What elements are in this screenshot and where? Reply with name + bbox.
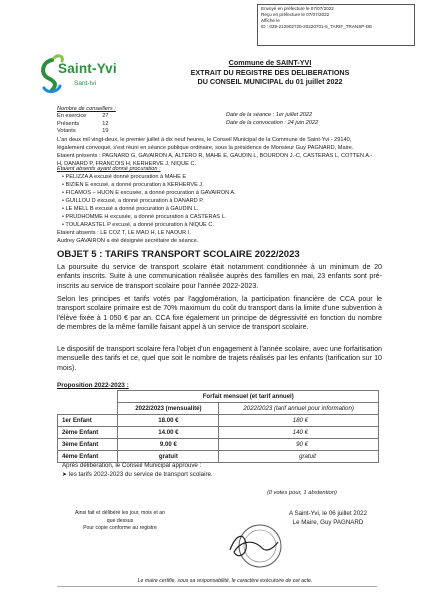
count-value: 19 bbox=[102, 128, 109, 135]
absent-item: • LE MELL B excusé a donné procuration à GAUDIN L. bbox=[62, 206, 236, 214]
signature-place-date: A Saint-Yvi, le 06 juillet 2022 bbox=[288, 510, 368, 517]
paragraph-1: La poursuite du service de transport scolaire était notamment conditionnée à un minimum de 20 enfants inscrits. Suite à une communication réalisée auprès des familles en mai, 23 enfants sont pré-inscrits au service de transport scolaire pour l'année 2022-2023. bbox=[57, 263, 382, 290]
count-label: En exercice bbox=[57, 113, 87, 120]
counts-table bbox=[57, 113, 124, 136]
table-row bbox=[58, 415, 379, 427]
stamp-line-id: ID : 029-212902720-20220701-5_TARIF_TRANSP-DE bbox=[261, 23, 373, 29]
object-title: OBJET 5 : TARIFS TRANSPORT SCOLAIRE 2022/2023 bbox=[57, 249, 300, 260]
row-annual: 180 € bbox=[219, 415, 379, 427]
certification-line-2: Pour copie conforme au registre bbox=[83, 525, 157, 532]
absents-title: Etaient absents ayant donné procuration : bbox=[57, 166, 161, 172]
header-line-2: DU CONSEIL MUNICIPAL du 01 juillet 2022 bbox=[197, 77, 343, 87]
count-label: Votants bbox=[57, 128, 76, 135]
stamp-line-recu: Reçu en préfecture le 07/07/2022 bbox=[261, 11, 330, 17]
row-monthly: gratuit bbox=[118, 451, 219, 463]
absent-item: • PELIZZA A excusé donné procuration à MAHE E bbox=[62, 174, 236, 182]
signature-mayor: Le Maire, Guy PAGNARD bbox=[292, 518, 364, 526]
after-line-2: ➤ les tarifs 2022-2023 du service de transport scolaire. bbox=[62, 470, 213, 478]
row-monthly: 9.00 € bbox=[118, 439, 219, 451]
row-monthly: 14.00 € bbox=[118, 427, 219, 439]
commune-title: Commune de SAINT-YVI bbox=[228, 58, 312, 67]
paragraph-3: Le dispositif de transport scolaire fera l'objet d'un engagement à l'année scolaire, avec une forfaitisation mensuelle des tarifs et ce, quel que soit le nombre de trajets réalisés par les enfants (tarification sur 10 mois). bbox=[57, 345, 382, 372]
presents-paragraph: Etaient présents : PAGNARD G, GAVAIRON A, ALTERO R, MAHE E, GAUDIN L, BOURDON J.-C, CASTERAS L, COTTEN A.-H, DANARD P, FRANCOIS H, KERHERVE J, NIQUE C. bbox=[57, 153, 373, 168]
prefecture-stamp bbox=[257, 4, 415, 46]
count-row bbox=[57, 121, 124, 129]
absents-list bbox=[62, 174, 236, 230]
footer-divider bbox=[57, 586, 377, 587]
councillor-counts bbox=[57, 105, 124, 136]
certification-left bbox=[70, 510, 170, 533]
table-row bbox=[58, 439, 379, 451]
row-annual: 140 € bbox=[219, 427, 379, 439]
table-row bbox=[58, 427, 379, 439]
document-header bbox=[150, 58, 390, 87]
counts-title: Nombre de conseillers : bbox=[57, 106, 116, 112]
absents-without-proxy: Etaient absents : LE COZ T, LE MAO H, LE NAOUR I. bbox=[57, 230, 191, 236]
absent-item: • BIZIEN E excusé, a donné procuration à KERHERVE J. bbox=[62, 182, 236, 190]
certification-line-1: Ainsi fait et délibéré les jour, mois et an que dessus bbox=[75, 510, 165, 524]
logo-subtitle: Sant-Ivi bbox=[74, 80, 97, 87]
row-label: 4ème Enfant bbox=[58, 451, 118, 463]
row-label: 1er Enfant bbox=[58, 415, 118, 427]
deliberation-result bbox=[62, 462, 213, 480]
logo-name: Saint-Yvi bbox=[58, 61, 117, 76]
check-bullet-icon: ➤ bbox=[62, 470, 69, 478]
stamp-line-affiche: Affiché le bbox=[261, 17, 280, 23]
header-monthly: 2022/2023 (mensualité) bbox=[118, 403, 219, 415]
absent-item: • PRUDHOMME H excusée, a donné procuration à CASTERAS L. bbox=[62, 214, 236, 222]
secretary-line: Audrey GAVAIRON a été désignée secrétaire de séance. bbox=[57, 238, 199, 244]
row-monthly: 18.00 € bbox=[118, 415, 219, 427]
after-line-1: Après délibération, le Conseil Municipal approuve : bbox=[62, 462, 202, 469]
intro-paragraph: L'an deux mil vingt-deux, le premier juillet à dix neuf heures, le Conseil Municipal de la Commune de Saint-Yvi - 29140, légalement convoqué, s'est réuni en séance publique ordinaire, sous la présidence de Monsieur Guy PAGNARD, Maire. bbox=[57, 137, 354, 152]
count-value: 27 bbox=[102, 113, 109, 120]
signature-block bbox=[258, 510, 398, 528]
table-row bbox=[58, 451, 379, 463]
row-annual: 90 € bbox=[219, 439, 379, 451]
absent-item: • FICAMOS – HUON E excusée, a donné procuration à GAVAIRON A. bbox=[62, 190, 236, 198]
absent-item: • TOULARASTEL P excusé, a donné procuration à NIQUE C. bbox=[62, 222, 236, 230]
count-row bbox=[57, 113, 124, 121]
absent-item: • GUILLOU D excusé, a donné procuration à DANARD P. bbox=[62, 198, 236, 206]
stamp-line-envoye: Envoyé en préfecture le 07/07/2022 bbox=[261, 6, 334, 11]
footer-note: Le maire certifie, sous sa responsabilité, le caractère exécutoire de cet acte. bbox=[137, 578, 313, 584]
row-label: 2ème Enfant bbox=[58, 427, 118, 439]
header-line-1: EXTRAIT DU REGISTRE DES DELIBERATIONS bbox=[190, 67, 350, 77]
seance-date: Date de la séance : 1er juillet 2022 bbox=[226, 112, 313, 118]
proposition-title: Proposition 2022-2023 : bbox=[57, 382, 129, 389]
meeting-dates bbox=[226, 111, 318, 127]
count-row bbox=[57, 128, 124, 136]
table-header bbox=[58, 403, 379, 415]
vote-result: (Il votes pour, 1 abstention) bbox=[267, 490, 337, 496]
table-header-top bbox=[58, 391, 379, 403]
row-annual: gratuit bbox=[219, 451, 379, 463]
count-value: 12 bbox=[102, 120, 109, 127]
row-label: 3ème Enfant bbox=[58, 439, 118, 451]
convocation-date: Date de la convocation : 24 juin 2022 bbox=[226, 120, 319, 127]
paragraph-2: Selon les principes et tarifs votés par l'agglomération, la participation financière de CCA pour le transport scolaire primaire est de 70% maximum du coût du transport dans la limite d'une subvention à l'élève fixée à 1 050 € par an. CCA fixe également un principe de dégressivité en fonction du nombre de membres de la même famille faisant appel à un service de transport scolaire. bbox=[57, 295, 382, 332]
tariff-table bbox=[57, 390, 379, 463]
header-forfait: Forfait mensuel (et tarif annuel) bbox=[118, 391, 379, 403]
count-label: Présents bbox=[57, 120, 80, 127]
header-annual: 2022/2023 (tarif annuel pour information) bbox=[219, 403, 379, 415]
